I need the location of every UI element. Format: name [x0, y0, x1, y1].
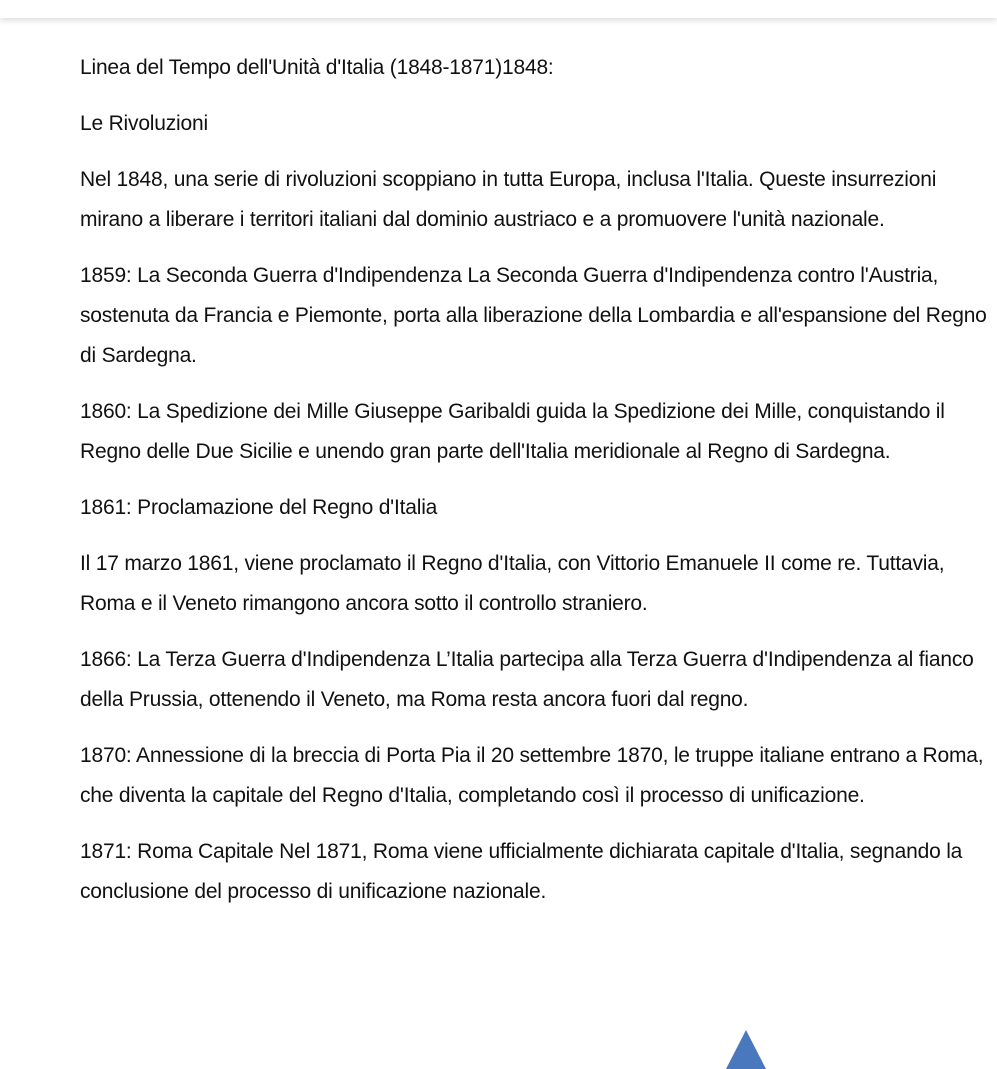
- paragraph-rivoluzioni-heading[interactable]: Le Rivoluzioni: [80, 112, 208, 135]
- paragraph-1860[interactable]: 1860: La Spedizione dei Mille Giuseppe Garibaldi guida la Spedizione dei Mille, conquistando il Regno delle Due Sicilie e unendo gran parte dell'Italia meridionale al Regno di Sardegna.: [80, 400, 945, 463]
- paragraph-1866[interactable]: 1866: La Terza Guerra d'Indipendenza L’Italia partecipa alla Terza Guerra d'Indipendenza al fianco della Prussia, ottenendo il Veneto, ma Roma resta ancora fuori dal regno.: [80, 648, 974, 711]
- paragraph-1848[interactable]: Nel 1848, una serie di rivoluzioni scoppiano in tutta Europa, inclusa l'Italia. Queste insurrezioni mirano a liberare i territori italiani dal dominio austriaco e a promuovere l'unità nazionale.: [80, 168, 937, 231]
- top-toolbar-edge: [0, 0, 997, 18]
- paragraph-1861-heading[interactable]: 1861: Proclamazione del Regno d'Italia: [80, 496, 438, 519]
- document-body[interactable]: [80, 48, 992, 928]
- paragraph-title[interactable]: Linea del Tempo dell'Unità d'Italia (1848-1871)1848:: [80, 56, 554, 79]
- paragraph-1870[interactable]: 1870: Annessione di la breccia di Porta Pia il 20 settembre 1870, le truppe italiane entrano a Roma, che diventa la capitale del Regno d'Italia, completando così il processo di unificazione.: [80, 744, 984, 807]
- paragraph-1861[interactable]: Il 17 marzo 1861, viene proclamato il Regno d'Italia, con Vittorio Emanuele II come re. Tuttavia, Roma e il Veneto rimangono ancora sotto il controllo straniero.: [80, 552, 945, 615]
- paragraph-1859[interactable]: 1859: La Seconda Guerra d'Indipendenza La Seconda Guerra d'Indipendenza contro l'Austria, sostenuta da Francia e Piemonte, porta alla liberazione della Lombardia e all'espansione del Regno di Sardegna.: [80, 264, 987, 367]
- triangle-handle-icon[interactable]: [726, 1030, 766, 1069]
- paragraph-1871[interactable]: 1871: Roma Capitale Nel 1871, Roma viene ufficialmente dichiarata capitale d'Italia, segnando la conclusione del processo di unificazione nazionale.: [80, 840, 963, 903]
